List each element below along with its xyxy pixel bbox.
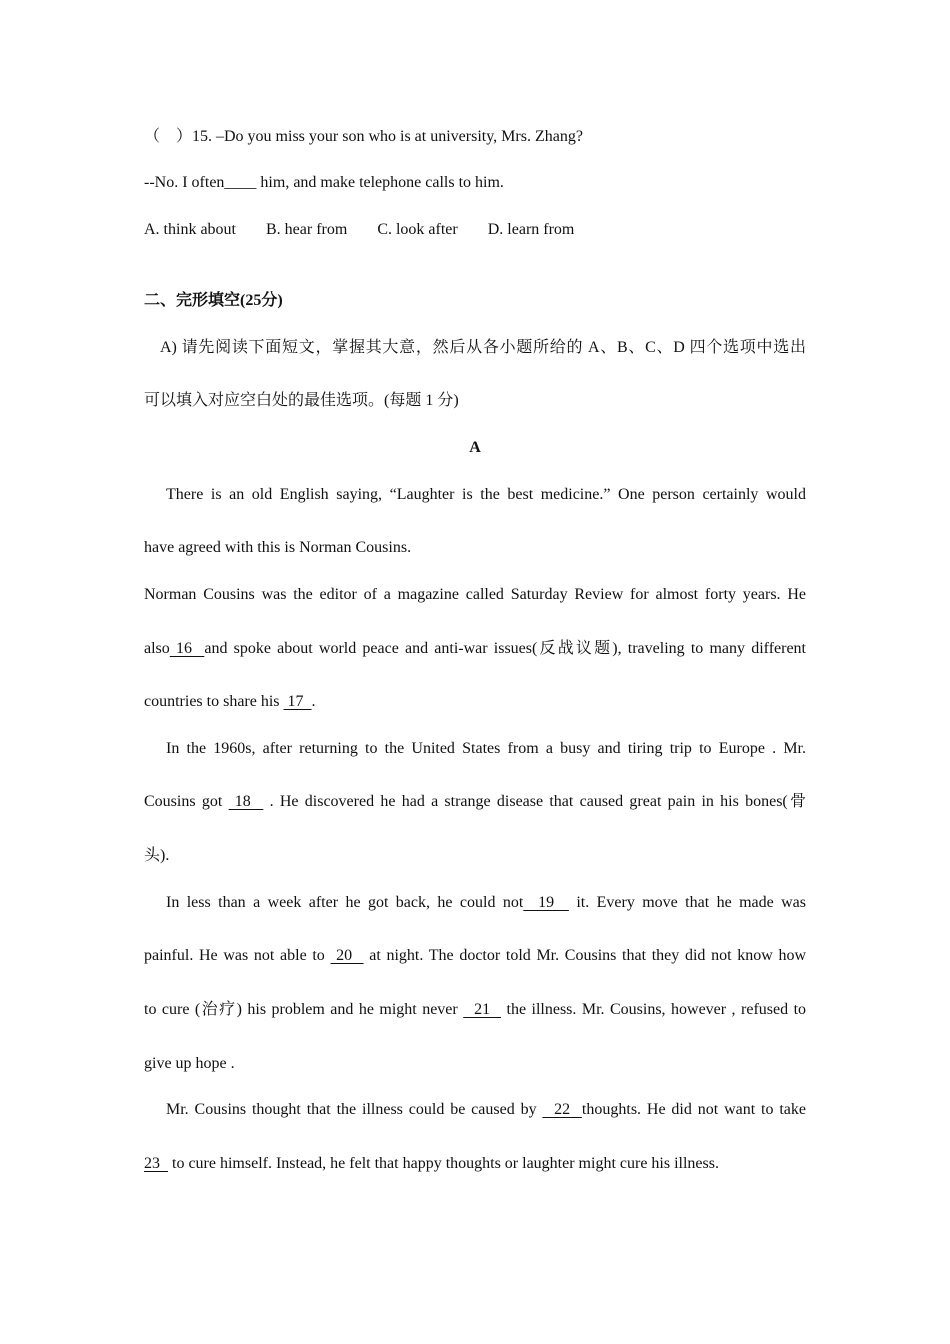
text-segment: painful. He was not able to xyxy=(144,947,331,964)
section-heading: 二、完形填空(25分) xyxy=(144,292,283,309)
text-segment: it. Every move that he made was xyxy=(568,894,807,911)
text-segment: to cure himself. Instead, he felt that happy thoughts or laughter might cure his illness. xyxy=(168,1155,719,1172)
text-segment: at night. The doctor told Mr. Cousins that they did not know how xyxy=(363,947,807,964)
passage-p4-line-2 xyxy=(144,946,806,966)
passage-p2-line-3 xyxy=(144,692,806,712)
passage-p1-line-1: There is an old English saying, “Laughter is the best medicine.” One person certainly would xyxy=(166,486,806,503)
passage-p4-line-3 xyxy=(144,1000,806,1020)
text-segment: In less than a week after he got back, he could not xyxy=(166,894,524,911)
blank-16: 16 xyxy=(169,640,205,657)
text-segment: Cousins got xyxy=(144,793,229,810)
reply-text-after: him, and make telephone calls to him. xyxy=(256,174,504,191)
text-segment: . He discovered he had a strange disease that caused great pain in his bones(骨 xyxy=(263,793,807,810)
passage-p2-line-2 xyxy=(144,639,806,659)
question-15-options xyxy=(144,220,806,240)
passage-title: A xyxy=(469,439,481,456)
reply-blank: ____ xyxy=(224,174,257,191)
text-segment: and spoke about world peace and anti-war issues(反战议题), traveling to many different xyxy=(204,640,806,657)
blank-20: 20 xyxy=(330,947,364,964)
text-segment: to cure (治疗) his problem and he might never xyxy=(144,1001,464,1018)
option-b: B. hear from xyxy=(266,221,348,238)
text-segment: . xyxy=(311,693,316,710)
blank-19: 19 xyxy=(523,894,569,911)
option-a: A. think about xyxy=(144,221,236,238)
blank-22: 22 xyxy=(542,1101,582,1118)
instruction-line-1: A) 请先阅读下面短文，掌握其大意，然后从各小题所给的 A、B、C、D 四个选项中选出 xyxy=(160,339,806,356)
text-segment: the illness. Mr. Cousins, however , refused to xyxy=(501,1001,807,1018)
reply-text-before: --No. I often xyxy=(144,174,225,191)
passage-p1-line-2: have agreed with this is Norman Cousins. xyxy=(144,539,412,556)
blank-21: 21 xyxy=(463,1001,502,1018)
question-15-prompt: （ ）15. –Do you miss your son who is at university, Mrs. Zhang? xyxy=(144,128,583,145)
instruction-line-2: 可以填入对应空白处的最佳选项。(每题 1 分) xyxy=(144,392,459,409)
passage-p3-line-3: 头). xyxy=(144,847,170,864)
option-d: D. learn from xyxy=(487,221,575,238)
text-segment: also xyxy=(144,640,170,657)
passage-p3-line-1: In the 1960s, after returning to the United States from a busy and tiring trip to Europe . Mr. xyxy=(166,740,806,757)
passage-p4-line-1 xyxy=(144,893,806,913)
blank-17: 17 xyxy=(283,693,312,710)
text-segment: Mr. Cousins thought that the illness could be caused by xyxy=(166,1101,543,1118)
passage-p5-line-2 xyxy=(144,1154,806,1174)
text-segment: countries to share his xyxy=(144,693,284,710)
passage-p3-line-2 xyxy=(144,792,806,812)
text-segment: thoughts. He did not want to take xyxy=(581,1101,806,1118)
blank-23: 23 xyxy=(144,1155,168,1172)
blank-18: 18 xyxy=(228,793,264,810)
passage-p4-line-4: give up hope . xyxy=(144,1055,235,1072)
option-c: C. look after xyxy=(377,221,458,238)
passage-p5-line-1 xyxy=(144,1100,806,1120)
passage-p2-line-1: Norman Cousins was the editor of a magazine called Saturday Review for almost forty years. He xyxy=(144,586,806,603)
question-15-reply xyxy=(144,173,806,193)
